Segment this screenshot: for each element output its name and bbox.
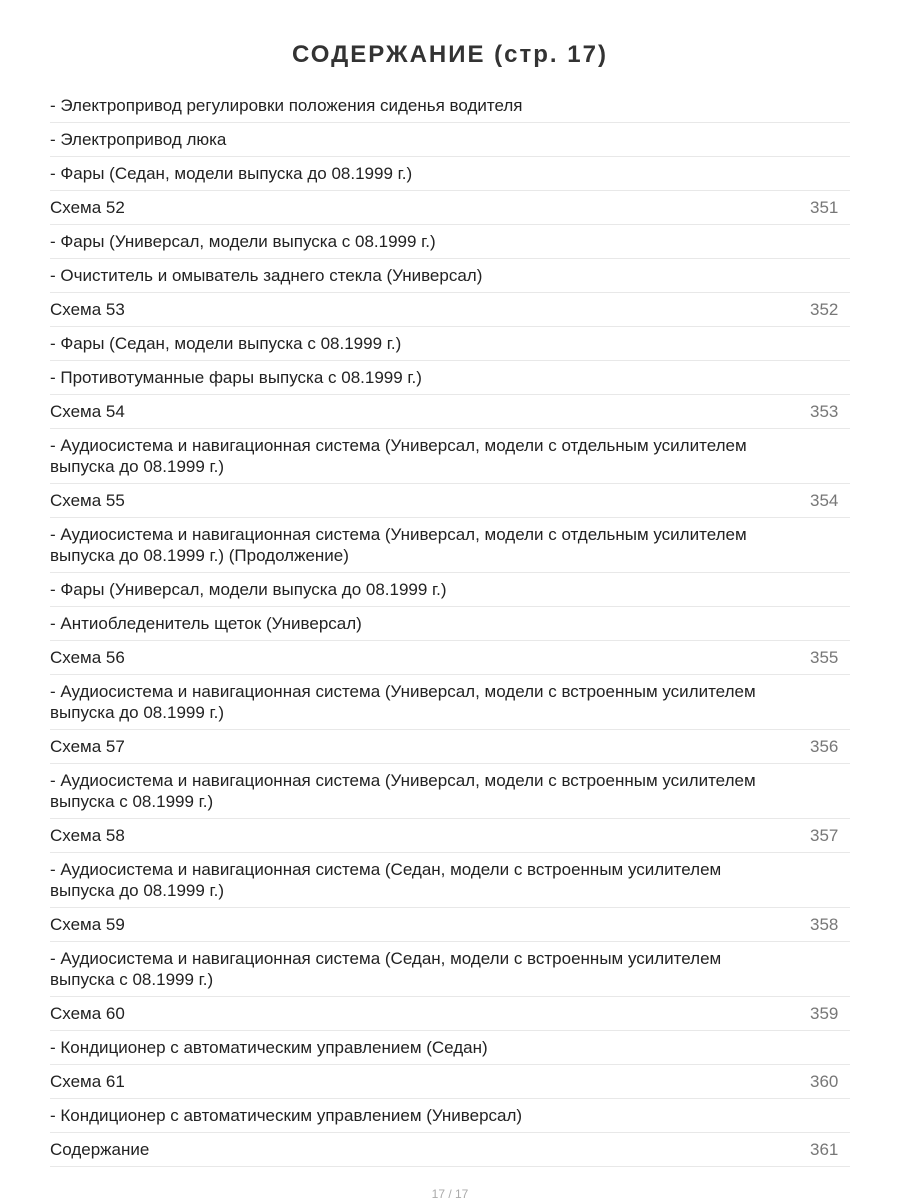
toc-entry-text: Схема 56 — [50, 648, 125, 667]
toc-entry[interactable] — [50, 819, 850, 853]
toc-entry[interactable] — [50, 730, 850, 764]
toc-entry[interactable] — [50, 853, 850, 908]
toc-entry[interactable] — [50, 764, 850, 819]
toc-entry[interactable] — [50, 484, 850, 518]
toc-entry-text: Схема 59 — [50, 915, 125, 934]
toc-entry-text: - Аудиосистема и навигационная система (Седан, модели с встроенным усилителем выпуска до 08.1999 г.) — [50, 860, 722, 900]
toc-entry[interactable] — [50, 641, 850, 675]
toc-entry-page: 356 — [810, 737, 839, 756]
toc-entry[interactable] — [50, 123, 850, 157]
toc-entry[interactable] — [50, 191, 850, 225]
toc-entry[interactable] — [50, 259, 850, 293]
toc-entry-text: - Аудиосистема и навигационная система (Универсал, модели с встроенным усилителем выпуска до 08.1999 г.) — [50, 682, 756, 722]
toc-entry[interactable] — [50, 157, 850, 191]
toc-entry-page: 361 — [810, 1140, 839, 1159]
toc-entry-text: - Аудиосистема и навигационная система (Универсал, модели с отдельным усилителем выпуска до 08.1999 г.) (Продолжение) — [50, 525, 747, 565]
toc-entry[interactable] — [50, 1133, 850, 1167]
toc-entry[interactable] — [50, 1099, 850, 1133]
toc-entry-text: Схема 55 — [50, 491, 125, 510]
toc-entry-text: Схема 58 — [50, 826, 125, 845]
toc-entry-page: 355 — [810, 648, 839, 667]
toc-entry-text: - Электропривод люка — [50, 130, 227, 149]
toc-entry-text: Схема 54 — [50, 402, 125, 421]
toc-entry[interactable] — [50, 573, 850, 607]
toc-entry-text: - Кондиционер с автоматическим управлением (Универсал) — [50, 1106, 523, 1125]
page-title: СОДЕРЖАНИЕ (стр. 17) — [292, 41, 608, 68]
toc-entry-text: Схема 52 — [50, 198, 125, 217]
toc-entry-page: 353 — [810, 402, 839, 421]
toc-entry[interactable] — [50, 225, 850, 259]
toc-list — [50, 89, 850, 1167]
toc-entry[interactable] — [50, 327, 850, 361]
toc-entry-page: 360 — [810, 1072, 839, 1091]
toc-entry[interactable] — [50, 997, 850, 1031]
toc-entry-text: - Антиобледенитель щеток (Универсал) — [50, 614, 362, 633]
toc-entry[interactable] — [50, 1031, 850, 1065]
toc-entry[interactable] — [50, 89, 850, 123]
toc-entry-text: - Кондиционер с автоматическим управлением (Седан) — [50, 1038, 488, 1057]
toc-entry-text: - Аудиосистема и навигационная система (Универсал, модели с встроенным усилителем выпуска с 08.1999 г.) — [50, 771, 756, 811]
toc-entry-text: Содержание — [50, 1140, 150, 1159]
toc-entry-text: - Противотуманные фары выпуска с 08.1999 г.) — [50, 368, 422, 387]
toc-entry-text: - Электропривод регулировки положения сиденья водителя — [50, 96, 523, 115]
toc-entry-text: Схема 61 — [50, 1072, 125, 1091]
toc-entry-text: - Фары (Универсал, модели выпуска до 08.1999 г.) — [50, 580, 447, 599]
toc-entry[interactable] — [50, 942, 850, 997]
toc-entry-text: - Фары (Универсал, модели выпуска с 08.1999 г.) — [50, 232, 436, 251]
toc-entry-page: 352 — [810, 300, 839, 319]
toc-entry[interactable] — [50, 1065, 850, 1099]
toc-entry[interactable] — [50, 361, 850, 395]
toc-entry[interactable] — [50, 518, 850, 573]
toc-entry-text: Схема 60 — [50, 1004, 125, 1023]
toc-entry-text: - Аудиосистема и навигационная система (Седан, модели с встроенным усилителем выпуска с 08.1999 г.) — [50, 949, 722, 989]
toc-entry-page: 351 — [810, 198, 839, 217]
toc-entry[interactable] — [50, 908, 850, 942]
toc-entry-text: - Фары (Седан, модели выпуска до 08.1999 г.) — [50, 164, 413, 183]
toc-entry[interactable] — [50, 607, 850, 641]
toc-entry-text: Схема 57 — [50, 737, 125, 756]
toc-entry[interactable] — [50, 395, 850, 429]
toc-entry-page: 359 — [810, 1004, 839, 1023]
toc-entry-text: - Фары (Седан, модели выпуска с 08.1999 г.) — [50, 334, 402, 353]
toc-entry[interactable] — [50, 293, 850, 327]
toc-entry-page: 358 — [810, 915, 839, 934]
toc-entry-text: - Аудиосистема и навигационная система (Универсал, модели с отдельным усилителем выпуска до 08.1999 г.) — [50, 436, 747, 476]
toc-entry[interactable] — [50, 429, 850, 484]
toc-entry-page: 357 — [810, 826, 839, 845]
toc-entry[interactable] — [50, 675, 850, 730]
toc-entry-text: Схема 53 — [50, 300, 125, 319]
toc-entry-page: 354 — [810, 491, 839, 510]
page-counter: 17 / 17 — [431, 1187, 469, 1201]
toc-entry-text: - Очиститель и омыватель заднего стекла (Универсал) — [50, 266, 483, 285]
